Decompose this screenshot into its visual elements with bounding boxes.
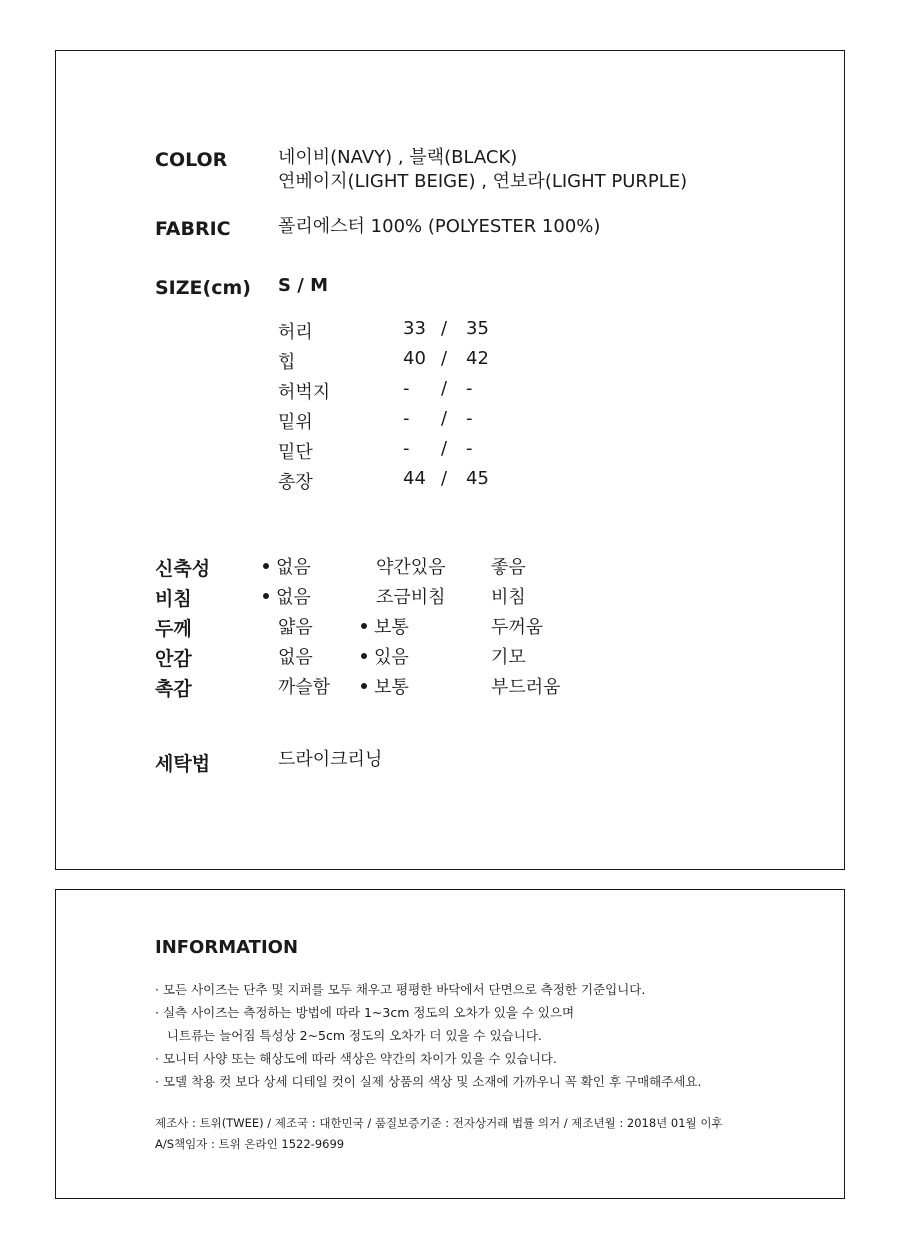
- size-separator: /: [441, 348, 448, 369]
- characteristic-option-label: 보통: [374, 617, 409, 638]
- fabric-value: 폴리에스터 100% (POLYESTER 100%): [278, 216, 601, 237]
- size-value-s: -: [403, 408, 410, 429]
- size-separator: /: [441, 468, 448, 489]
- size-separator: /: [441, 408, 448, 429]
- info-note: · 모니터 사양 또는 해상도에 따라 색상은 약간의 차이가 있을 수 있습니다.: [155, 1051, 557, 1066]
- color-value-line1: 네이비(NAVY) , 블랙(BLACK): [278, 147, 518, 168]
- characteristic-option-label: 얇음: [278, 617, 313, 638]
- wash-value: 드라이크리닝: [278, 749, 383, 770]
- characteristic-option-selected: [263, 583, 311, 609]
- selected-dot-icon: [263, 563, 269, 569]
- size-separator: /: [441, 438, 448, 459]
- characteristic-option-label: 없음: [278, 647, 313, 668]
- size-value-m: -: [466, 378, 473, 399]
- information-title: INFORMATION: [155, 937, 299, 958]
- size-value-s: -: [403, 438, 410, 459]
- size-measure-name: 힙: [278, 352, 296, 373]
- wash-label: 세탁법: [155, 753, 211, 775]
- size-value-m: -: [466, 438, 473, 459]
- characteristic-option-label: 부드러움: [491, 677, 561, 698]
- characteristic-option-selected: [361, 613, 409, 639]
- characteristic-option-label: 두꺼움: [491, 617, 544, 638]
- characteristic-label: 두께: [155, 618, 192, 640]
- characteristic-option-label: 기모: [491, 647, 526, 668]
- characteristic-label: 안감: [155, 648, 192, 670]
- info-note: · 실측 사이즈는 측정하는 방법에 따라 1~3cm 정도의 오차가 있을 수 있으며: [155, 1005, 575, 1020]
- characteristic-option-label: 까슬함: [278, 677, 331, 698]
- as-contact-info: A/S책임자 : 트위 온라인 1522-9699: [155, 1137, 345, 1151]
- characteristic-option-label: 없음: [276, 557, 311, 578]
- manufacturer-info: 제조사 : 트위(TWEE) / 제조국 : 대한민국 / 품질보증기준 : 전자상거래 법률 의거 / 제조년월 : 2018년 01월 이후: [155, 1116, 723, 1130]
- selected-dot-icon: [361, 683, 367, 689]
- size-options: S / M: [278, 275, 328, 296]
- fabric-label: FABRIC: [155, 218, 231, 240]
- characteristic-option-label: 없음: [276, 587, 311, 608]
- info-note: · 모든 사이즈는 단추 및 지퍼를 모두 채우고 평평한 바닥에서 단면으로 측정한 기준입니다.: [155, 982, 646, 997]
- info-note: 니트류는 늘어짐 특성상 2~5cm 정도의 오차가 더 있을 수 있습니다.: [155, 1028, 542, 1043]
- info-note: · 모델 착용 컷 보다 상세 디테일 컷이 실제 상품의 색상 및 소재에 가까우니 꼭 확인 후 구매해주세요.: [155, 1074, 702, 1089]
- selected-dot-icon: [361, 623, 367, 629]
- size-measure-name: 허리: [278, 322, 313, 343]
- characteristic-option: [278, 643, 313, 669]
- characteristic-option-selected: [361, 643, 409, 669]
- characteristic-option-label: 비침: [491, 587, 526, 608]
- characteristic-option-label: 약간있음: [376, 557, 446, 578]
- size-label: SIZE(cm): [155, 277, 251, 299]
- selected-dot-icon: [361, 653, 367, 659]
- characteristic-option-label: 있음: [374, 647, 409, 668]
- size-value-s: -: [403, 378, 410, 399]
- size-measure-name: 밑단: [278, 442, 313, 463]
- characteristic-option: [491, 673, 561, 699]
- color-label: COLOR: [155, 149, 228, 171]
- characteristic-option: [491, 553, 526, 579]
- size-value-m: 42: [466, 348, 489, 369]
- characteristic-option: [376, 553, 446, 579]
- size-value-m: 35: [466, 318, 489, 339]
- characteristic-label: 신축성: [155, 558, 211, 580]
- size-value-m: -: [466, 408, 473, 429]
- size-separator: /: [441, 318, 448, 339]
- characteristic-label: 촉감: [155, 678, 192, 700]
- color-value-line2: 연베이지(LIGHT BEIGE) , 연보라(LIGHT PURPLE): [278, 171, 688, 192]
- characteristic-option-label: 조금비침: [376, 587, 446, 608]
- characteristic-option: [491, 613, 543, 639]
- size-measure-name: 허벅지: [278, 382, 331, 403]
- characteristic-option-label: 좋음: [491, 557, 526, 578]
- size-measure-name: 총장: [278, 472, 313, 493]
- selected-dot-icon: [263, 593, 269, 599]
- size-value-s: 40: [403, 348, 426, 369]
- size-value-s: 33: [403, 318, 426, 339]
- characteristic-option: [376, 583, 446, 609]
- characteristic-option: [491, 643, 526, 669]
- size-measure-name: 밑위: [278, 412, 313, 433]
- information-panel: [55, 889, 845, 1199]
- characteristic-option-selected: [263, 553, 311, 579]
- characteristic-option: [491, 583, 526, 609]
- size-value-m: 45: [466, 468, 489, 489]
- characteristic-option: [278, 613, 313, 639]
- characteristic-option-label: 보통: [374, 677, 409, 698]
- characteristic-option-selected: [361, 673, 409, 699]
- size-separator: /: [441, 378, 448, 399]
- size-value-s: 44: [403, 468, 426, 489]
- characteristic-option: [278, 673, 330, 699]
- characteristic-label: 비침: [155, 588, 192, 610]
